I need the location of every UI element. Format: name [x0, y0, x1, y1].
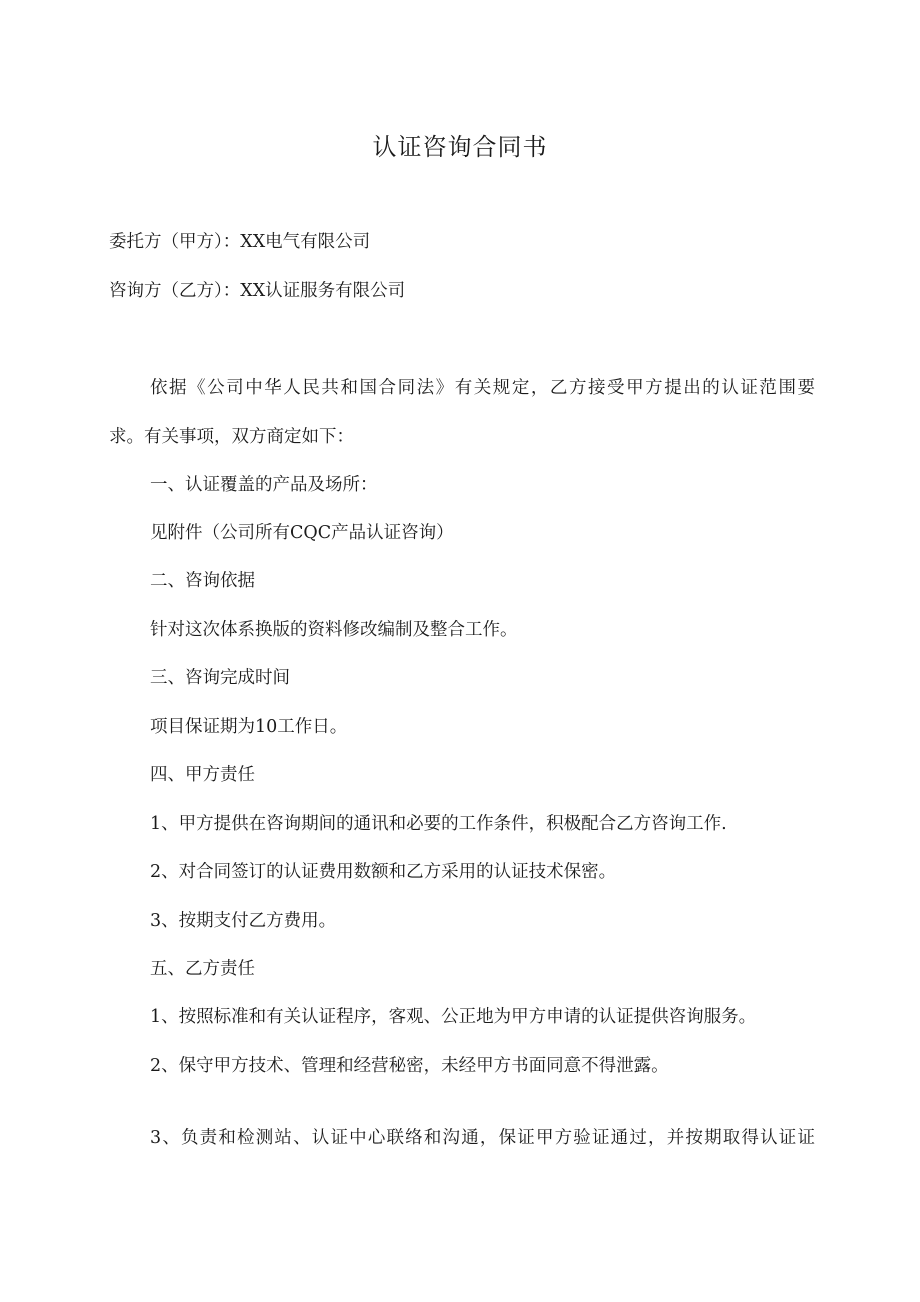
- section-5-heading: 五、乙方责任: [150, 959, 255, 979]
- section-4-heading: 四、甲方责任: [150, 765, 255, 785]
- section-5-item-1: 1、按照标准和有关认证程序，客观、公正地为甲方申请的认证提供咨询服务。: [150, 1007, 757, 1027]
- section-2-heading: 二、咨询依据: [150, 571, 255, 591]
- section-3-item-1: 项目保证期为10工作日。: [150, 717, 348, 737]
- section-5-item-2: 2、保守甲方技术、管理和经营秘密，未经甲方书面同意不得泄露。: [150, 1056, 669, 1076]
- document-title: 认证咨询合同书: [372, 133, 548, 161]
- section-1-item-1: 见附件（公司所有CQC产品认证咨询）: [150, 523, 454, 543]
- client-party-line: 委托方（甲方）：XX电气有限公司: [109, 232, 371, 252]
- intro-line-2: 求。有关事项，双方商定如下：: [109, 427, 354, 447]
- section-3-heading: 三、咨询完成时间: [150, 668, 290, 688]
- section-2-item-1: 针对这次体系换版的资料修改编制及整合工作。: [150, 620, 518, 640]
- section-4-item-3: 3、按期支付乙方费用。: [150, 911, 337, 931]
- section-5-item-3: 3、负责和检测站、认证中心联络和沟通，保证甲方验证通过，并按期取得认证证: [150, 1128, 815, 1148]
- consultant-party-line: 咨询方（乙方）：XX认证服务有限公司: [109, 281, 406, 301]
- section-4-item-2: 2、对合同签订的认证费用数额和乙方采用的认证技术保密。: [150, 862, 617, 882]
- section-1-heading: 一、认证覆盖的产品及场所：: [150, 475, 378, 495]
- section-4-item-1: 1、甲方提供在咨询期间的通讯和必要的工作条件，积极配合乙方咨询工作.: [150, 814, 727, 834]
- intro-line-1: 依据《公司中华人民共和国合同法》有关规定，乙方接受甲方提出的认证范围要: [150, 378, 815, 398]
